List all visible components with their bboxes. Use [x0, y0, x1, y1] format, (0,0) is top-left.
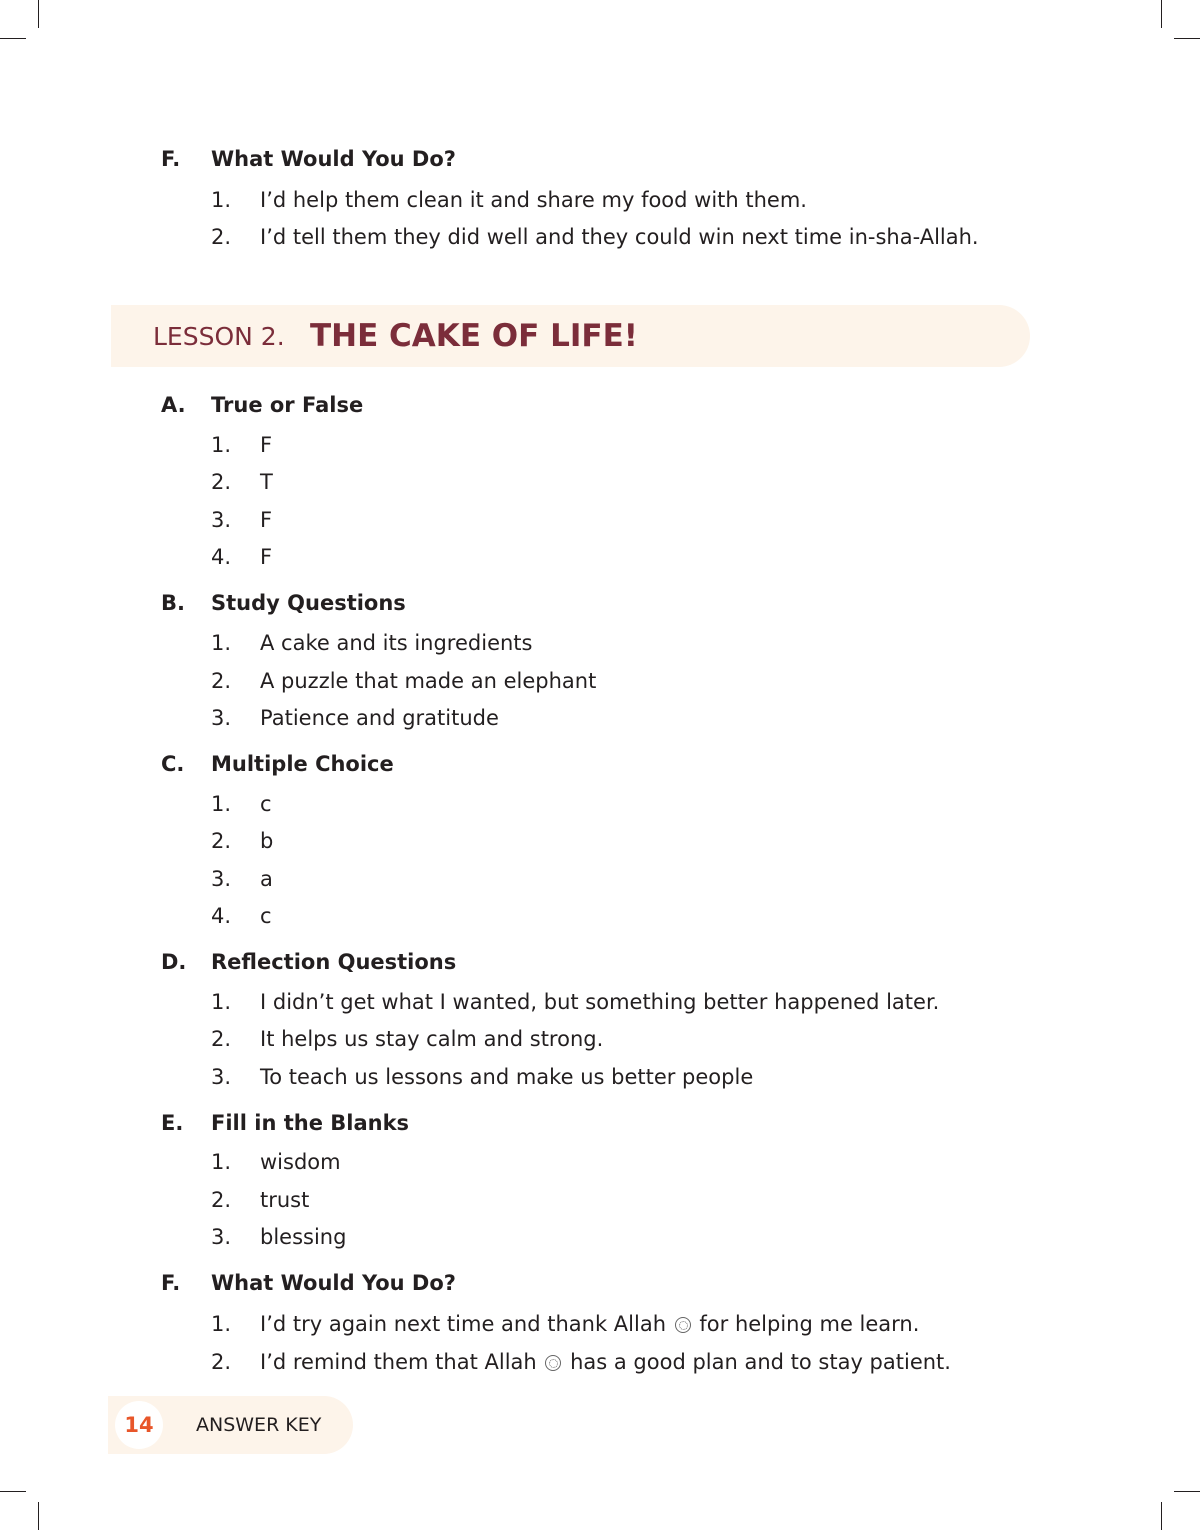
item-text: c	[260, 904, 272, 928]
section-heading	[0, 947, 1200, 977]
list-item	[0, 1061, 1200, 1093]
list-item	[0, 702, 1200, 734]
list-item	[0, 1146, 1200, 1178]
section-letter: C.	[161, 752, 185, 776]
item-text: wisdom	[260, 1150, 341, 1174]
section-heading	[0, 749, 1200, 779]
item-number: 4.	[211, 545, 232, 569]
lesson-banner	[111, 305, 1030, 367]
item-number: 2.	[211, 1027, 232, 1051]
item-number: 3.	[211, 706, 232, 730]
list-item	[0, 1308, 1200, 1340]
honorific-seal-icon	[545, 1355, 561, 1371]
crop-mark	[1161, 1502, 1162, 1530]
item-number: 1.	[211, 1312, 232, 1336]
item-number: 1.	[211, 792, 232, 816]
crop-mark	[0, 38, 26, 39]
item-text: F	[260, 508, 273, 532]
section-title: Study Questions	[211, 591, 406, 615]
item-number: 2.	[211, 225, 232, 249]
item-text: Patience and gratitude	[260, 706, 499, 730]
item-text-before: I’d try again next time and thank Allah	[260, 1312, 667, 1336]
item-text: F	[260, 545, 273, 569]
item-number: 1.	[211, 990, 232, 1014]
item-number: 1.	[211, 1150, 232, 1174]
crop-mark	[0, 1491, 26, 1492]
item-number: 2.	[211, 669, 232, 693]
item-number: 2.	[211, 1350, 232, 1374]
list-item	[0, 504, 1200, 536]
section-letter: B.	[161, 591, 185, 615]
list-item	[0, 986, 1200, 1018]
list-item	[0, 1184, 1200, 1216]
section-letter: D.	[161, 950, 187, 974]
crop-mark	[1174, 1491, 1200, 1492]
item-text-before: I’d remind them that Allah	[260, 1350, 537, 1374]
crop-mark	[1161, 0, 1162, 28]
list-item	[0, 900, 1200, 932]
page-footer	[108, 1396, 353, 1454]
section-letter: F.	[161, 1271, 181, 1295]
item-text: I’d tell them they did well and they could win next time in-sha-Allah.	[260, 225, 979, 249]
item-number: 3.	[211, 1225, 232, 1249]
item-text: A puzzle that made an elephant	[260, 669, 597, 693]
item-number: 2.	[211, 1188, 232, 1212]
list-item	[0, 221, 1200, 253]
item-text: T	[260, 470, 273, 494]
list-item	[0, 825, 1200, 857]
list-item	[0, 1346, 1200, 1378]
list-item	[0, 627, 1200, 659]
item-text: c	[260, 792, 272, 816]
list-item	[0, 788, 1200, 820]
item-number: 3.	[211, 508, 232, 532]
item-number: 3.	[211, 867, 232, 891]
item-number: 1.	[211, 433, 232, 457]
list-item	[0, 665, 1200, 697]
section-heading	[0, 1268, 1200, 1298]
item-text	[260, 1346, 951, 1378]
lesson-title: THE CAKE OF LIFE!	[310, 318, 638, 354]
section-title: Reflection Questions	[211, 950, 457, 974]
item-text: I’d help them clean it and share my food with them.	[260, 188, 807, 212]
section-title: What Would You Do?	[211, 147, 456, 171]
list-item	[0, 1023, 1200, 1055]
item-text	[260, 1308, 919, 1340]
item-text-after: for helping me learn.	[699, 1312, 920, 1336]
list-item	[0, 1221, 1200, 1253]
item-text: b	[260, 829, 274, 853]
section-heading	[0, 1108, 1200, 1138]
section-title: What Would You Do?	[211, 1271, 456, 1295]
crop-mark	[38, 0, 39, 28]
section-title: True or False	[211, 393, 364, 417]
item-text: a	[260, 867, 273, 891]
page-number: 14	[115, 1401, 163, 1449]
item-text: It helps us stay calm and strong.	[260, 1027, 604, 1051]
item-text: trust	[260, 1188, 310, 1212]
item-text: F	[260, 433, 273, 457]
section-letter: A.	[161, 393, 186, 417]
item-text: I didn’t get what I wanted, but something better happened later.	[260, 990, 940, 1014]
list-item	[0, 541, 1200, 573]
section-letter: F.	[161, 147, 181, 171]
item-text: To teach us lessons and make us better people	[260, 1065, 754, 1089]
item-number: 1.	[211, 631, 232, 655]
honorific-seal-icon	[675, 1317, 691, 1333]
item-number: 4.	[211, 904, 232, 928]
section-title: Fill in the Blanks	[211, 1111, 410, 1135]
item-number: 2.	[211, 829, 232, 853]
section-heading	[0, 144, 1200, 174]
list-item	[0, 863, 1200, 895]
lesson-label: LESSON 2.	[153, 322, 285, 351]
section-heading	[0, 390, 1200, 420]
item-number: 2.	[211, 470, 232, 494]
crop-mark	[1174, 38, 1200, 39]
footer-label: ANSWER KEY	[196, 1414, 322, 1436]
section-heading	[0, 588, 1200, 618]
crop-mark	[38, 1502, 39, 1530]
item-text: A cake and its ingredients	[260, 631, 533, 655]
item-number: 3.	[211, 1065, 232, 1089]
item-text: blessing	[260, 1225, 347, 1249]
item-text-after: has a good plan and to stay patient.	[570, 1350, 951, 1374]
list-item	[0, 466, 1200, 498]
list-item	[0, 184, 1200, 216]
list-item	[0, 429, 1200, 461]
section-title: Multiple Choice	[211, 752, 394, 776]
item-number: 1.	[211, 188, 232, 212]
section-letter: E.	[161, 1111, 184, 1135]
